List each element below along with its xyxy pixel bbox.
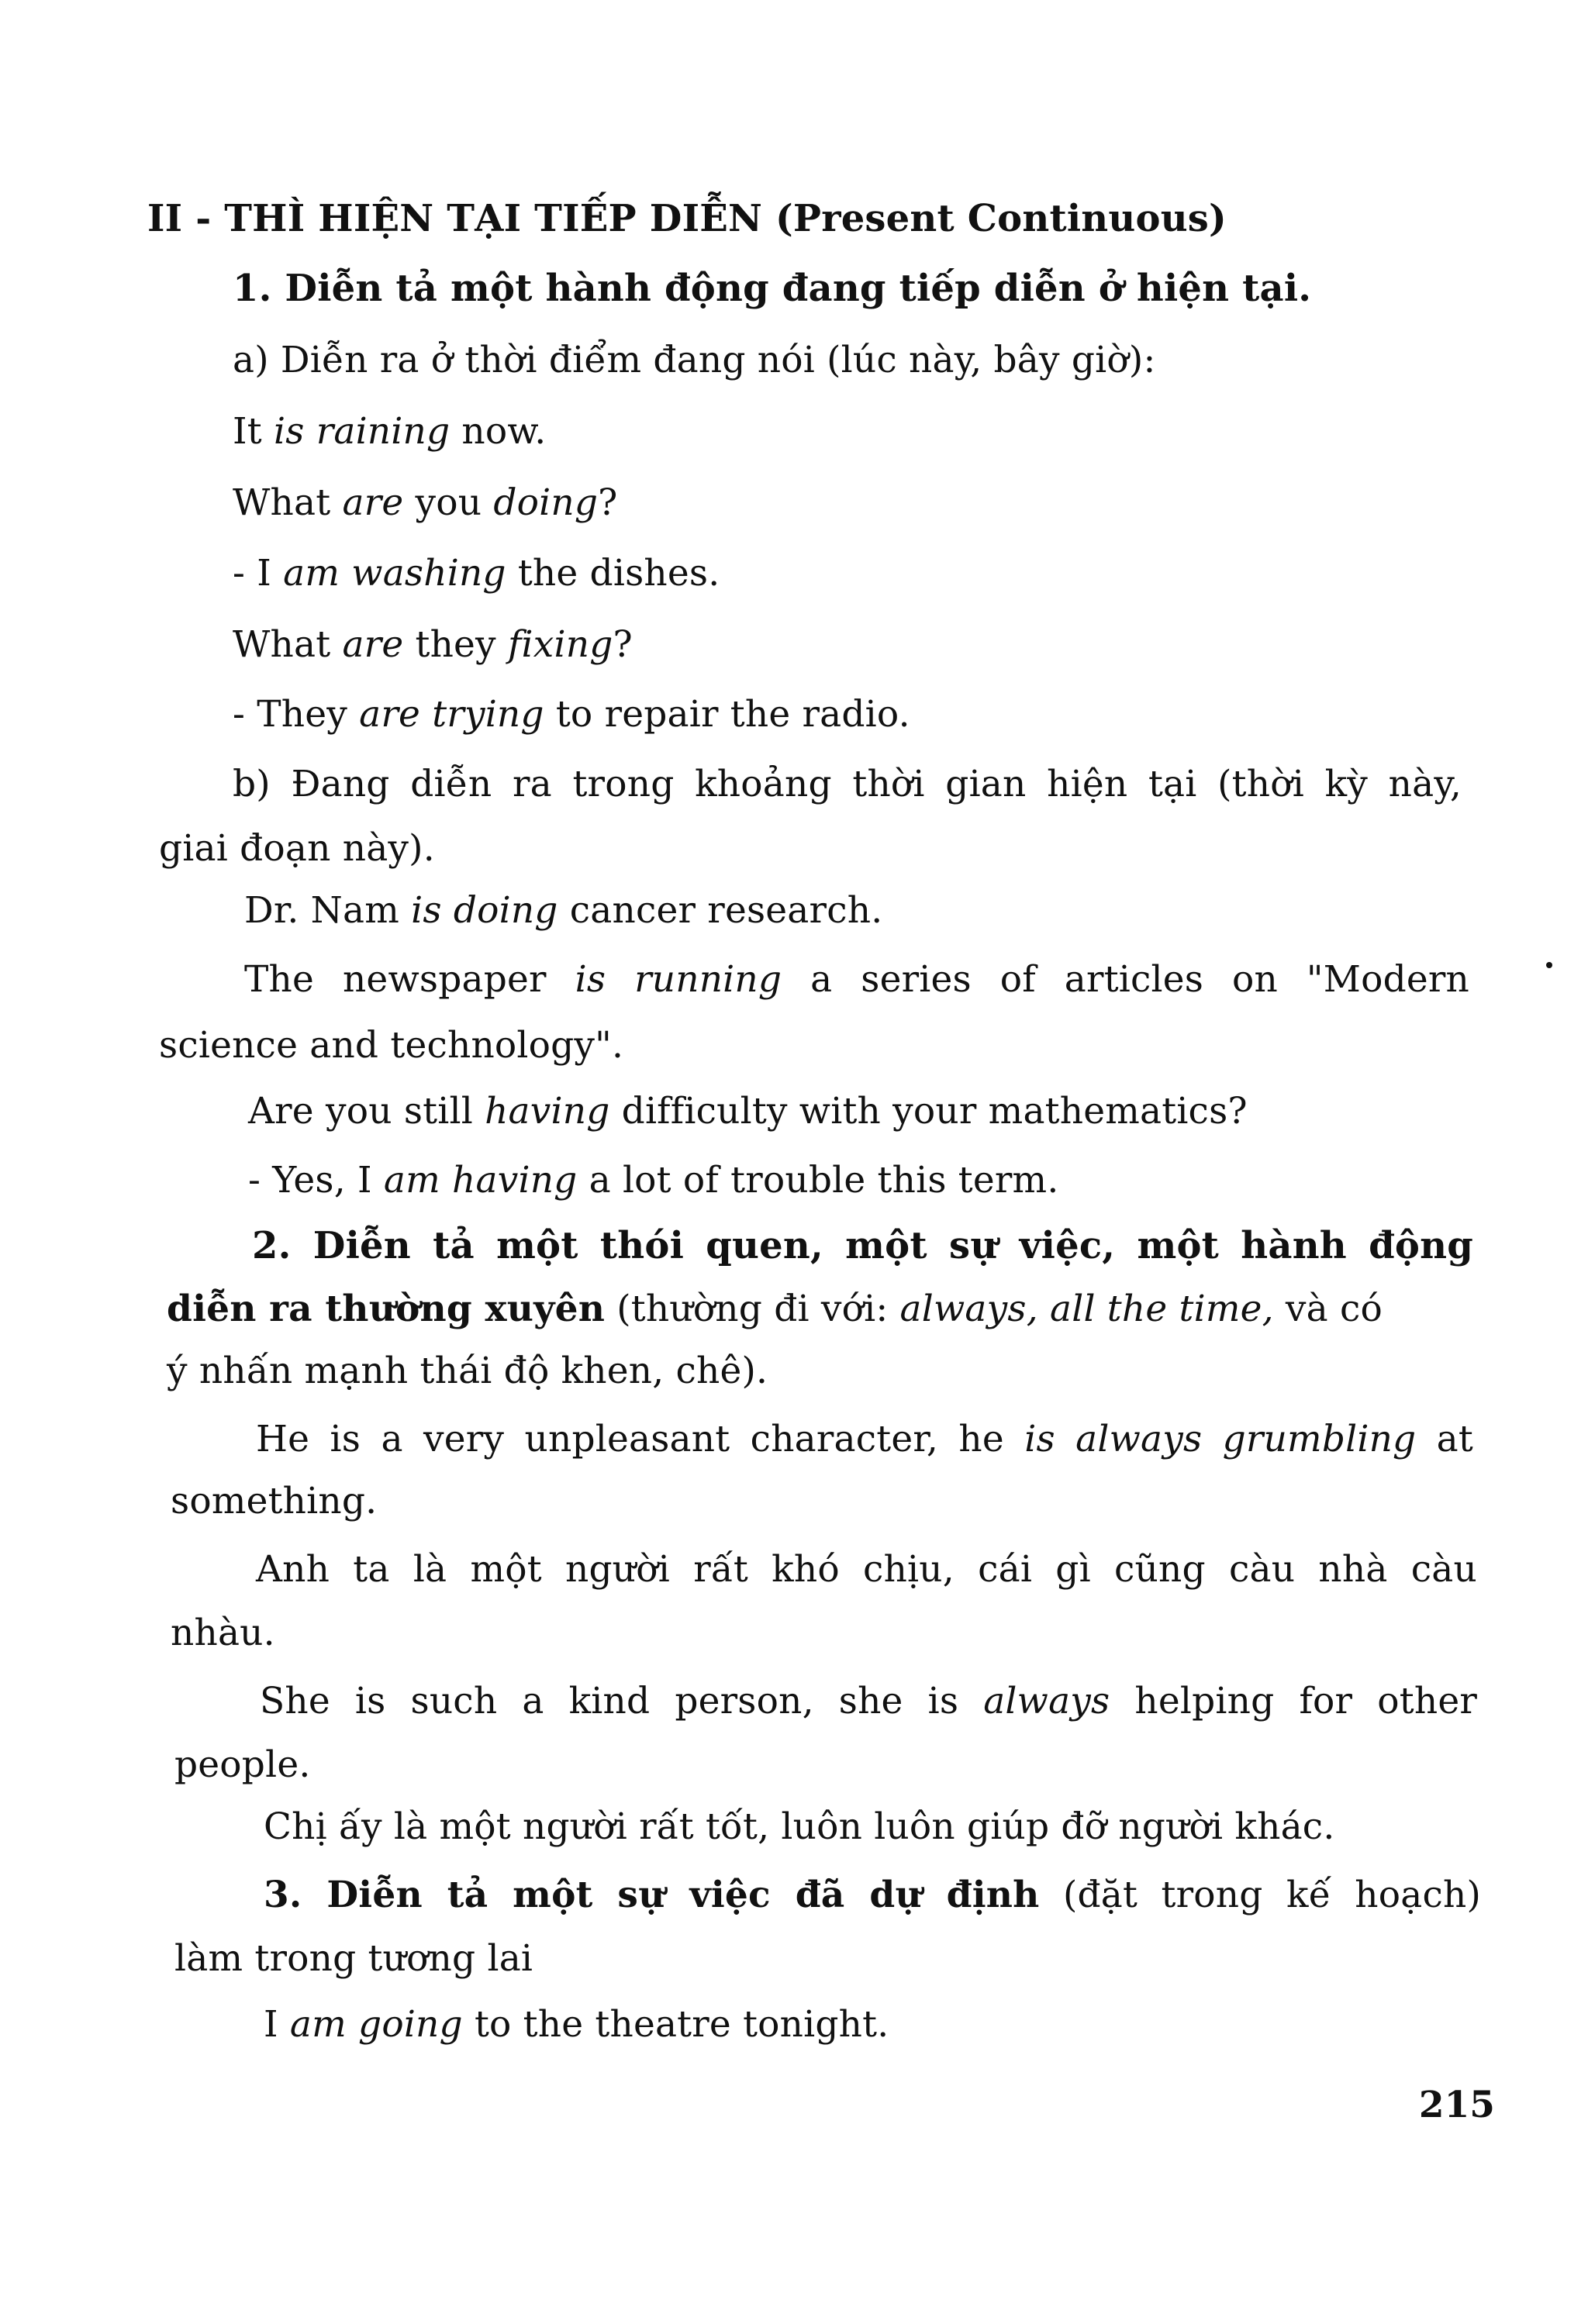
- example-verb: are trying: [359, 693, 544, 736]
- example-line-6: [244, 890, 882, 932]
- example-text: He is a very unpleasant character, he: [256, 1418, 1025, 1460]
- example-text: at: [1416, 1418, 1473, 1460]
- point-a-text: [233, 340, 1155, 381]
- example-verb: am going: [289, 2003, 463, 2046]
- point-b-line-2: [159, 828, 435, 870]
- example-text: Are you still: [248, 1090, 485, 1133]
- subheading-3-note: làm trong tương lai: [174, 1937, 533, 1980]
- example-text: the dishes.: [506, 552, 720, 595]
- subheading-2-note: (thường đi với:: [605, 1288, 900, 1330]
- example-verb: are: [342, 623, 404, 666]
- example-text: you: [403, 481, 494, 524]
- subheading-2-line-1: [252, 1225, 1473, 1267]
- example-line-5: [233, 694, 910, 736]
- example-text: to repair the radio.: [544, 693, 910, 736]
- example-text: I: [264, 2003, 290, 2046]
- example-line-9: [248, 1091, 1248, 1133]
- example-line-15: [264, 2004, 889, 2046]
- example-text: a series of articles on "Modern: [782, 958, 1470, 1001]
- example-text: helping for other: [1110, 1680, 1478, 1722]
- example-text: - They: [233, 693, 360, 736]
- example-text: to the theatre tonight.: [462, 2003, 889, 2046]
- example-verb: is always grumbling: [1024, 1418, 1417, 1460]
- example-text: people.: [174, 1743, 311, 1786]
- example-text: something.: [171, 1480, 378, 1522]
- example-line-14: [174, 1744, 310, 1786]
- example-text: they: [403, 623, 508, 666]
- example-verb: am having: [383, 1159, 578, 1202]
- translation-line-3: [264, 1806, 1334, 1848]
- example-line-7: [244, 959, 1469, 1001]
- subheading-2-note: và có: [1273, 1288, 1383, 1330]
- example-verb: is raining: [274, 410, 451, 453]
- example-verb: are: [342, 481, 404, 524]
- example-line-4: [233, 624, 633, 666]
- example-text: - I: [233, 552, 284, 595]
- subheading-3-line-2: [174, 1938, 533, 1980]
- example-verb: fixing: [507, 623, 613, 666]
- example-text: Dr. Nam: [244, 889, 412, 932]
- example-text: What: [233, 481, 343, 524]
- example-text: science and technology".: [159, 1024, 624, 1067]
- example-text: cancer research.: [558, 889, 883, 932]
- subheading-2-text: 2. Diễn tả một thói quen, một sự việc, một hành động: [252, 1224, 1473, 1267]
- example-text: now.: [450, 410, 547, 453]
- example-text: - Yes, I: [248, 1159, 384, 1202]
- subheading-2-note: ý nhấn mạnh thái độ khen, chê).: [167, 1350, 768, 1392]
- example-verb: doing: [493, 481, 599, 524]
- example-line-13: [260, 1681, 1477, 1722]
- subheading-2-line-3: [167, 1350, 768, 1392]
- example-text: What: [233, 623, 343, 666]
- page-number: 215: [1418, 2084, 1495, 2126]
- subheading-3-note: (đặt trong kế hoạch): [1039, 1874, 1481, 1916]
- subheading-2-line-2: [167, 1288, 1383, 1330]
- point-a-label: a) Diễn ra ở thời điểm đang nói (lúc này, bây giờ):: [233, 339, 1156, 381]
- section-heading-text: II - THÌ HIỆN TẠI TIẾP DIỄN (Present Continuous): [147, 197, 1227, 240]
- example-text: ?: [613, 623, 633, 666]
- translation-text: Anh ta là một người rất khó chịu, cái gì cũng càu nhà càu: [256, 1548, 1477, 1591]
- example-text: She is such a kind person, she is: [260, 1680, 984, 1722]
- scan-speck-icon: [1546, 962, 1552, 968]
- point-b-line-1: [233, 764, 1462, 805]
- example-verb: am washing: [283, 552, 506, 595]
- example-line-11: [256, 1419, 1473, 1460]
- example-text: difficulty with your mathematics?: [609, 1090, 1248, 1133]
- example-line-12: [171, 1481, 377, 1522]
- example-verb: is doing: [411, 889, 558, 932]
- example-line-2: [233, 482, 618, 524]
- example-text: a lot of trouble this term.: [577, 1159, 1059, 1202]
- example-text: The newspaper: [244, 958, 575, 1001]
- subheading-1-text: 1. Diễn tả một hành động đang tiếp diễn ở hiện tại.: [233, 267, 1312, 310]
- example-line-1: [233, 411, 546, 453]
- example-line-10: [248, 1160, 1058, 1202]
- example-verb: having: [485, 1090, 610, 1133]
- subheading-2-keywords: always, all the time,: [899, 1288, 1274, 1330]
- translation-line-1: [256, 1549, 1477, 1591]
- example-verb: is running: [575, 958, 782, 1001]
- example-text: ?: [598, 481, 618, 524]
- subheading-2-text: diễn ra thường xuyên: [167, 1288, 606, 1330]
- section-heading: [147, 198, 1227, 240]
- translation-line-2: [171, 1612, 275, 1654]
- example-line-8: [159, 1025, 623, 1067]
- translation-text: Chị ấy là một người rất tốt, luôn luôn giúp đỡ người khác.: [264, 1805, 1335, 1848]
- subheading-3-text: 3. Diễn tả một sự việc đã dự định: [264, 1874, 1040, 1916]
- subheading-3-line-1: [264, 1874, 1481, 1916]
- example-verb: always: [983, 1680, 1110, 1722]
- translation-text: nhàu.: [171, 1612, 275, 1654]
- subheading-1: [233, 267, 1311, 310]
- example-line-3: [233, 553, 720, 595]
- point-b-text: b) Đang diễn ra trong khoảng thời gian hiện tại (thời kỳ này,: [233, 763, 1462, 805]
- point-b-text: giai đoạn này).: [159, 827, 435, 870]
- example-text: It: [233, 410, 274, 453]
